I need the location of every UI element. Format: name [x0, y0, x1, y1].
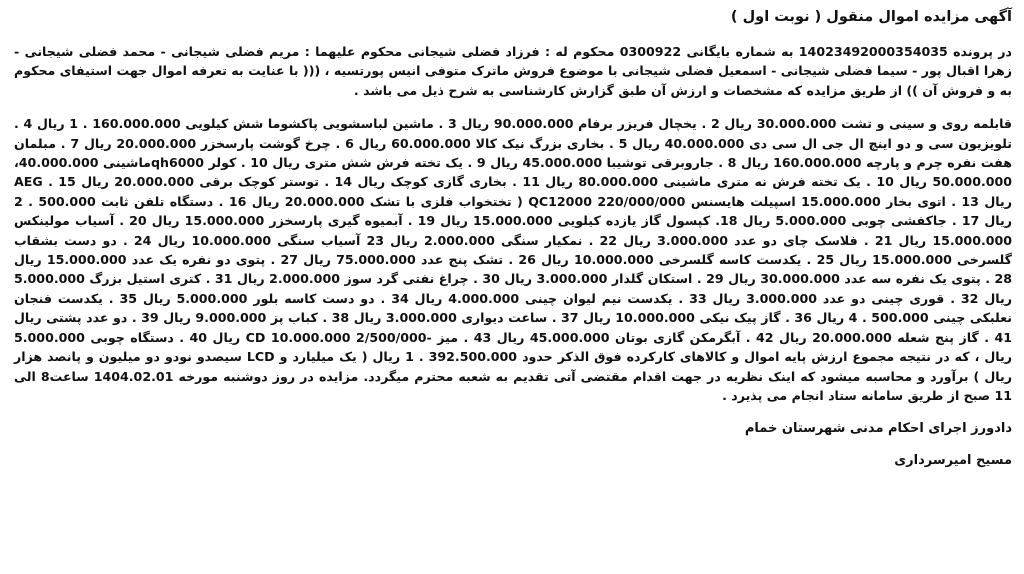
notice-title: آگهی مزایده اموال منقول ( نوبت اول ) — [730, 9, 1012, 25]
signature-office: دادورز اجرای احکام مدنی شهرستان خمام — [744, 421, 1012, 437]
case-intro-paragraph: در پرونده 14023492000354035 به شماره بایگانی 0300922 محکوم له : فرزاد فضلی شیجانی محکوم علیهما : مریم فضلی شیجانی - محمد فضلی شیجانی - زهرا اقبال پور - سیما فضلی شیجانی - اسمعیل فضلی شیجانی با موضوع فروش ماترک متوفی انیس پورتسیه ، ((( با عنایت به تعرفه اموال جهت استیفای محکوم به و فروش آن )) از طریق مزایده که مشخصات و ارزش آن طبق گزارش کارشناسی به شرح ذیل می باشد . — [14, 44, 1012, 98]
items-list-paragraph: قابلمه روی و سینی و تشت 30.000.000 ریال 2 . یخچال فریزر برفام 90.000.000 ریال 3 . ماشین لباسشویی پاکشوما شش کیلویی 160.000.000 . 1 ریال 4 . تلویزیون سی و دو اینچ ال جی ال سی دی 40.000.000 ریال 5 . بخاری بزرگ نیک کالا 60.000.000 ریال 6 . چرخ گوشت پارسخزر 20.000.000 ریال 7 . مبلمان هفت نفره چرم و پارچه 160.000.000 ریال 8 . جاروبرقی توشیبا 45.000.000 ریال 9 . یک تخته فرش شش متری ریال 10 . کولر qh6000ماشینی 40.000.000، 50.000.000 ریال 10 . یک تخته فرش نه متری ماشینی 80.000.000 ریال 11 . بخاری گازی کوچک ریال 14 . توستر کوچک برقی 20.000.000 ریال 15 . AEG ریال 13 . اتوی بخار 15.000.000 اسپیلت هایسنس QC12000 220/000/000 ( تختخواب فلزی با تشک 20.000.000 ریال 16 . دستگاه تلفن ثابت 500.000 . 2 ریال 17 . جاکفشی چوبی 5.000.000 ریال 18. کپسول گاز یازده کیلویی 15.000.000 ریال 19 . آبمیوه گیری پارسخزر 15.000.000 ریال 20 . آسیاب مولینکس 15.000.000 ریال 21 . فلاسک چای دو عدد 3.000.000 ریال 22 . نمکیار سنگی 2.000.000 ریال 23 آسیاب سنگی 10.000.000 ریال 24 . دو دست بشقاب گلسرخی 15.000.000 ریال 25 . یکدست کاسه گلسرخی 10.000.000 ریال 26 . تشک پنج عدد 75.000.000 ریال 27 . پتوی دو نفره یک عدد 15.000.000 ریال 28 . پتوی یک نفره سه عدد 30.000.000 ریال 29 . استکان گلدار 3.000.000 ریال 30 . چراغ نفتی گرد سوز 2.000.000 ریال 31 . کتری استیل بزرگ 5.000.000 ریال 32 . قوری چینی دو عدد 3.000.000 ریال 33 . یکدست نیم لیوان چینی 4.000.000 ریال 34 . دو دست کاسه بلور 5.000.000 ریال 35 . یکدست فنجان نعلبکی چینی 500.000 . 4 ریال 36 . گاز پیک نیکی 10.000.000 ریال 37 . ساعت دیواری 3.000.000 ریال 38 . کباب پز 9.000.000 ریال 39 . دو عدد پشتی ریال 41 . گاز پنج شعله 20.000.000 ریال 42 . آبگرمکن گازی بوتان 45.000.000 ریال 43 . میز -2/500/000 CD 10.000.000 ریال 40 . دستگاه چوبی 5.000.000 ریال ، که در نتیجه مجموع ارزش پایه اموال و کالاهای کارکرده فوق الذکر حدود 392.500.000 . 1 ریال ( یک میلیارد و LCD سیصدو نودو دو میلیون و پانصد هزار ریال ) برآورد و محاسبه میشود که اینک نظریه در جهت اقدام مقتضی آتی تقدیم به شعبه محترم میگردد. مزایده در روز دوشنبه مورخه 1404.02.01 ساعت8 الی 11 صبح از طریق سامانه ستاد انجام می پذیرد . — [14, 116, 1013, 403]
signature-name: مسیح امیرسرداری — [894, 453, 1012, 469]
